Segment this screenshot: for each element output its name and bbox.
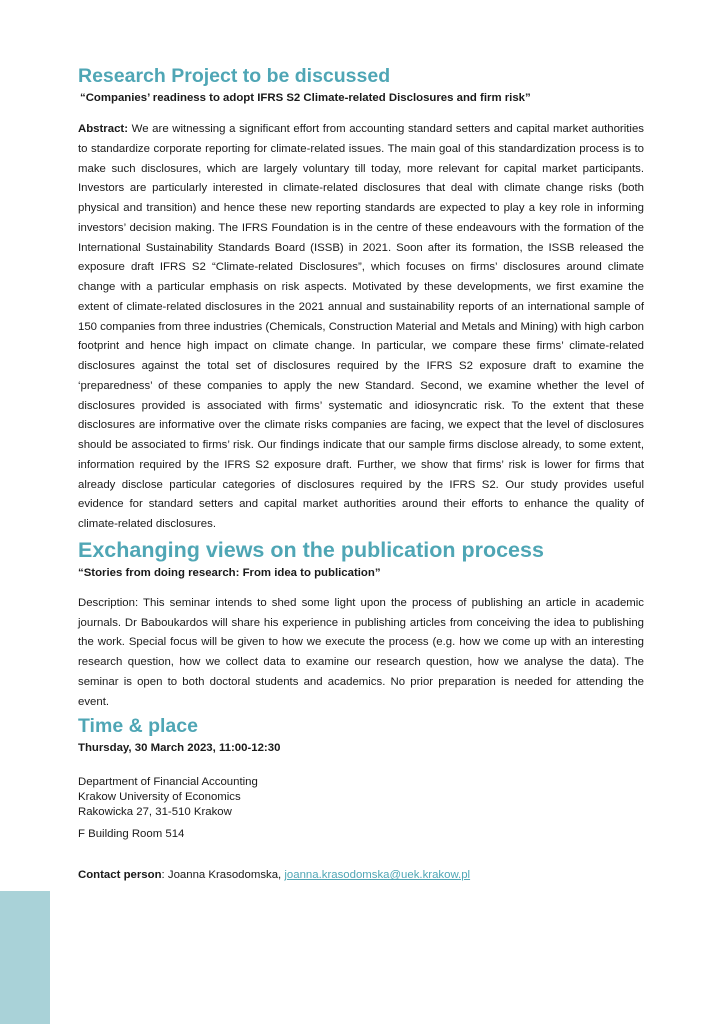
time-place-heading: Time & place	[78, 715, 198, 738]
research-project-title: “Companies’ readiness to adopt IFRS S2 Climate-related Disclosures and firm risk”	[80, 92, 531, 104]
address-line: Rakowicka 27, 31-510 Krakow	[78, 806, 232, 819]
contact-label: Contact person	[78, 869, 162, 882]
address-line: Krakow University of Economics	[78, 791, 241, 804]
exchanging-views-heading: Exchanging views on the publication process	[78, 537, 544, 562]
seminar-title: “Stories from doing research: From idea to publication”	[78, 566, 381, 579]
page-content	[78, 62, 644, 884]
contact-name: : Joanna Krasodomska,	[161, 869, 285, 882]
event-datetime: Thursday, 30 March 2023, 11:00-12:30	[78, 742, 281, 755]
event-address	[78, 775, 644, 820]
abstract-text: We are witnessing a significant effort from accounting standard setters and capital market authorities to standardize corporate reporting for climate-related issues. The main goal of this standardization process is to make such disclosures, which are largely voluntary till today, more relevant for capital market participants. Investors are particularly interested in climate-related disclosures that deal with climate change risks (both physical and transition) and hence these new reporting standards are expected to play a key role in informing investors’ decision making. The IFRS Foundation is in the centre of these endeavours with the formation of the International Sustainability Standards Board (ISSB) in 2021. Soon after its formation, the ISSB released the exposure draft IFRS S2 “Climate-related Disclosures”, which focuses on firms’ disclosures around climate change with a particular emphasis on risk aspects. Motivated by these developments, we first examine the extent of climate-related disclosures in the 2021 annual and sustainability reports of an international sample of 150 companies from three industries (Chemicals, Construction Material and Metals and Mining) with high carbon footprint and hence high impact on climate change. In particular, we compare these firms’ climate-related disclosures against the total set of disclosures required by the IFRS S2 exposure draft to examine the ‘preparedness’ of these companies to apply the new Standard. Second, we examine whether the level of disclosures provided is associated with firms’ systematic and idiosyncratic risk. To the extent that these disclosures are informative over the climate risks companies are facing, we expect that the level of disclosures should be associated to firms’ risk. Our findings indicate that our sample firms disclose already, to some extent, information required by the IFRS S2 exposure draft. Further, we show that firms’ risk is lower for firms that already disclose particular categories of disclosures required by the IFRS S2. Our study provides useful evidence for standard setters and capital market authorities around their efforts to enhance the quality of climate-related disclosures.	[78, 123, 645, 530]
seminar-description: Description: This seminar intends to shed some light upon the process of publishing an article in academic journals. Dr Baboukardos will share his experience in publishing articles from conceiving the idea to publishing the work. Special focus will be given to how we execute the process (e.g. how we come up with an interesting research question, how we collect data to examine our research question, how we analyse the data). The seminar is open to both doctoral students and academics. No prior preparation is needed for attending the event.	[78, 596, 644, 708]
decorative-side-bar	[0, 891, 50, 1024]
address-line: Department of Financial Accounting	[78, 776, 258, 789]
abstract-paragraph	[78, 120, 644, 535]
event-room: F Building Room 514	[78, 828, 185, 841]
abstract-label: Abstract:	[78, 123, 129, 135]
contact-email-link[interactable]: joanna.krasodomska@uek.krakow.pl	[284, 869, 471, 882]
research-project-heading: Research Project to be discussed	[78, 65, 391, 87]
contact-person	[78, 867, 644, 884]
